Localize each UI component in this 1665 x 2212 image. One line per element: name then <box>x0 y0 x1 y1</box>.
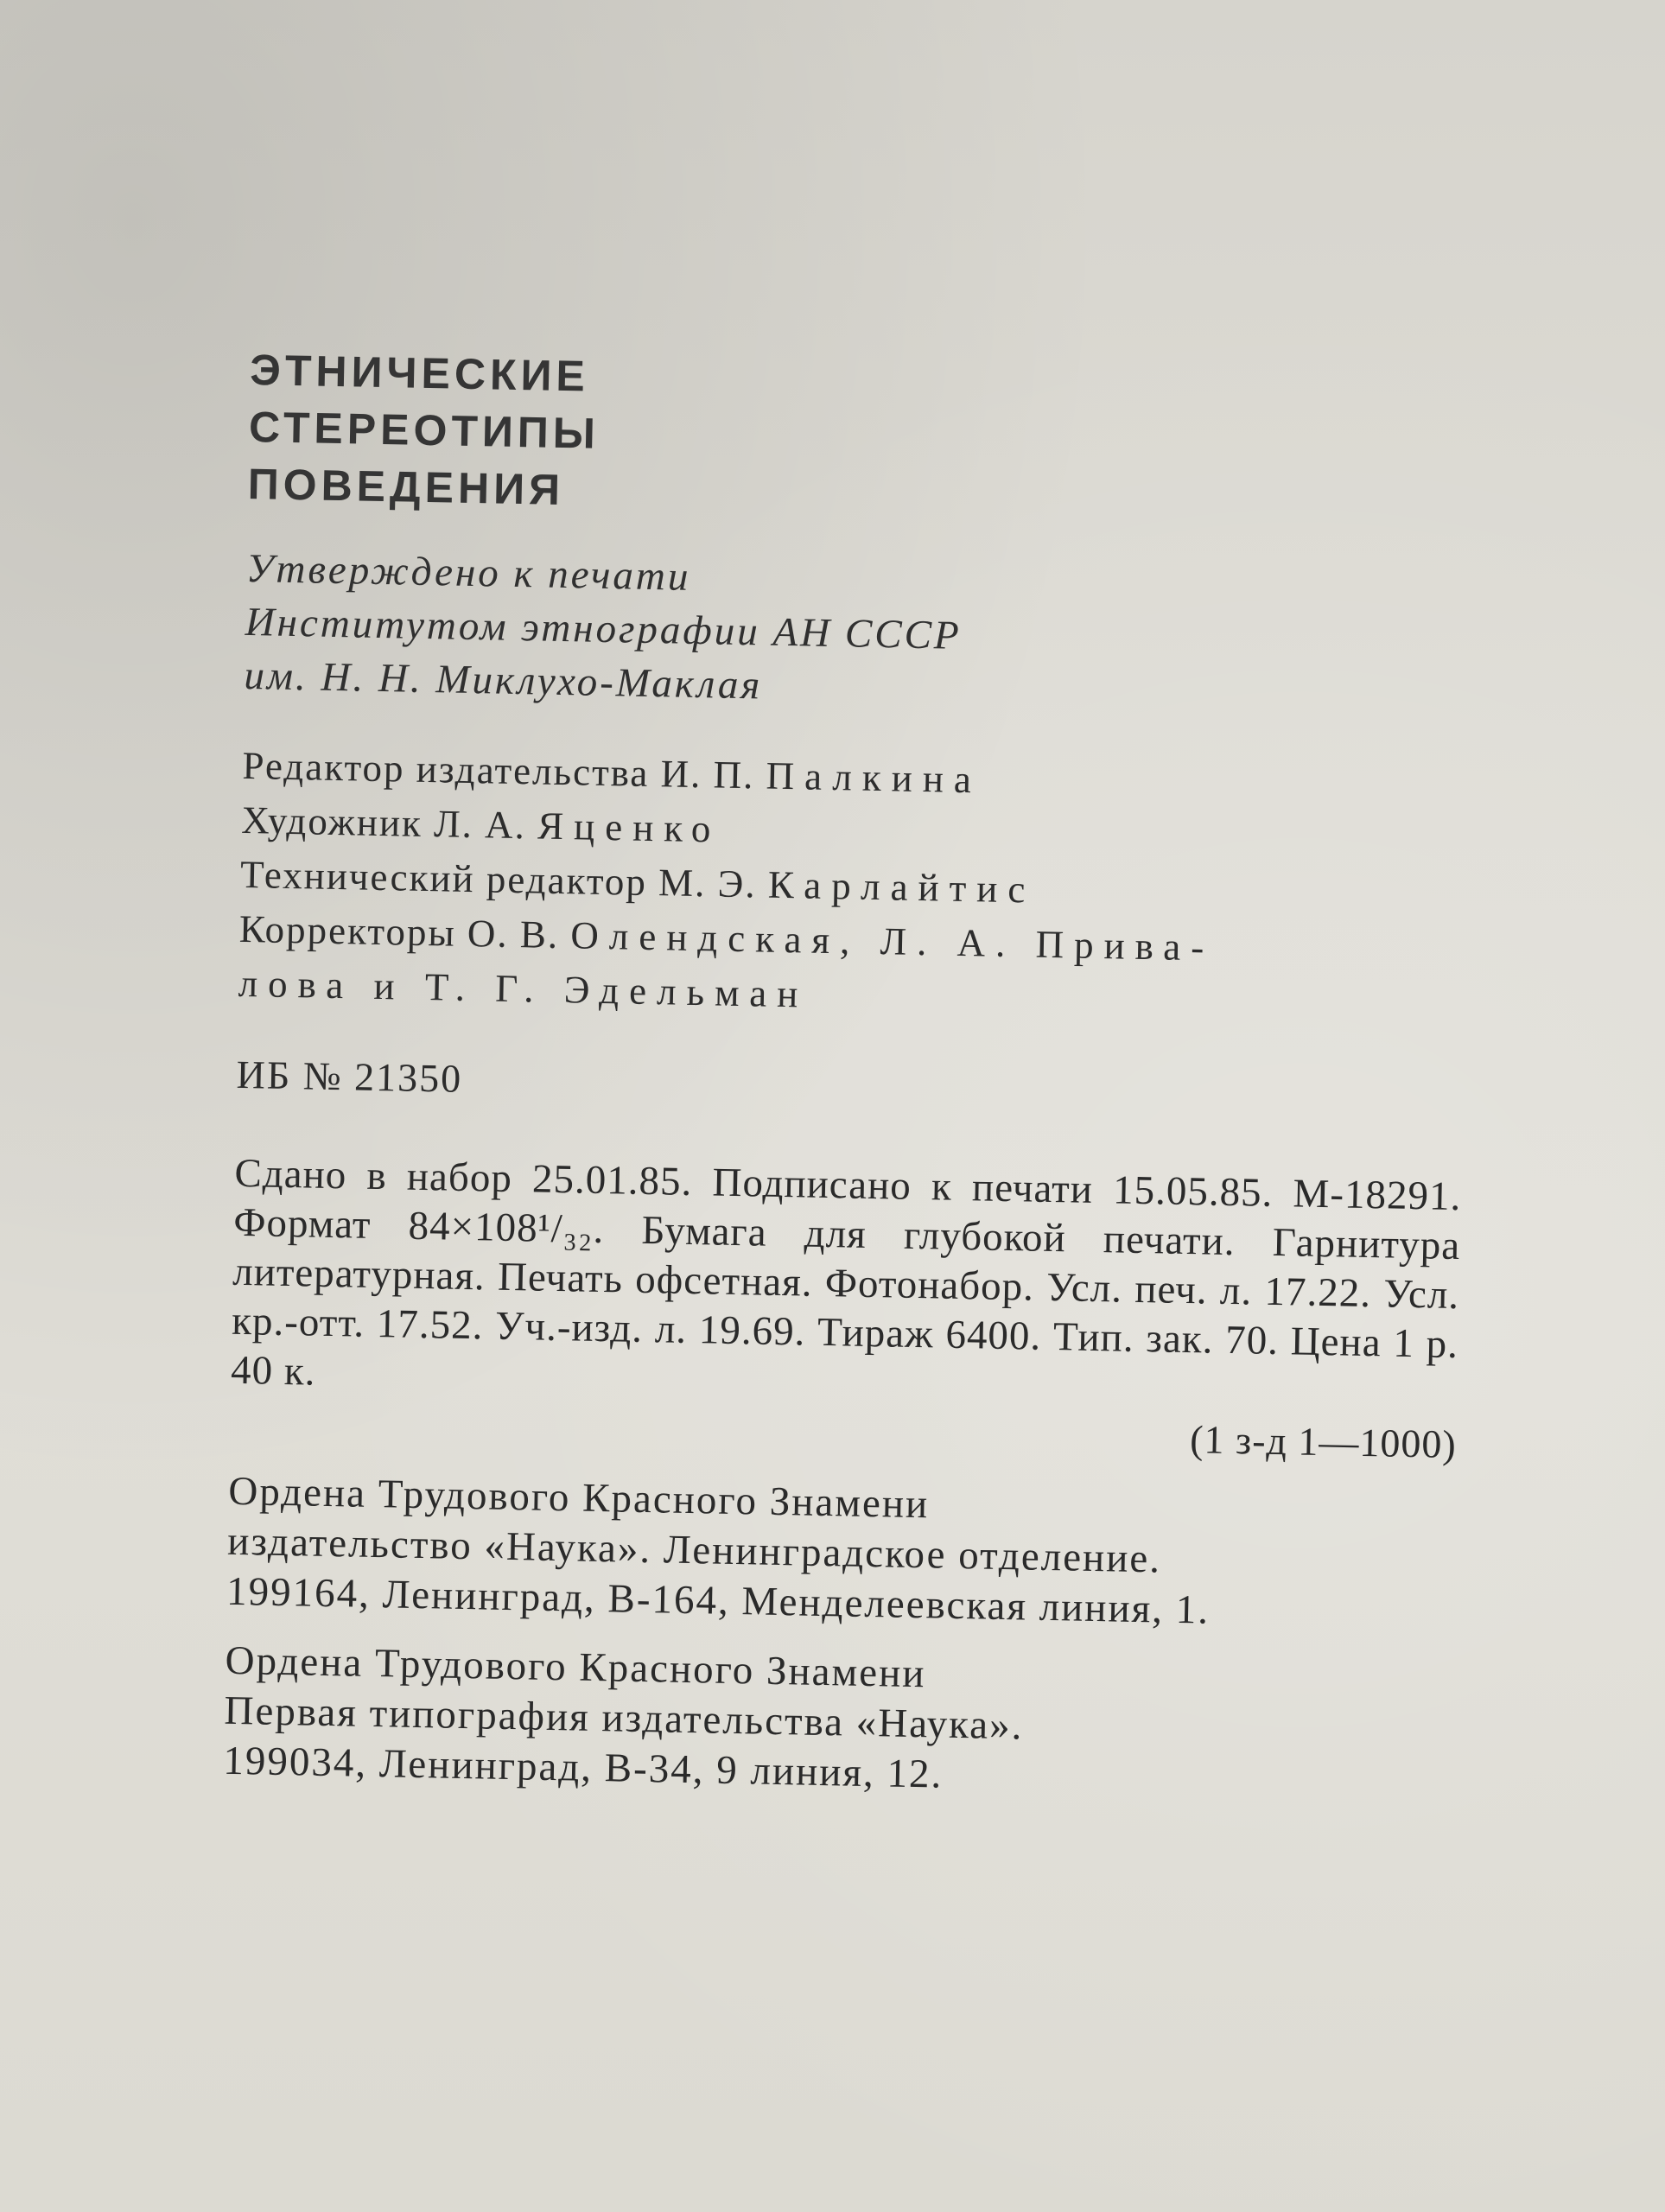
title-line: ПОВЕДЕНИЯ <box>247 459 565 514</box>
publisher-line: Ордена Трудового Красного Знамени <box>227 1468 930 1528</box>
tech-editor-name: Карлайтис <box>767 862 1036 912</box>
colophon-content <box>223 341 1503 1810</box>
printer-info <box>223 1636 1478 1810</box>
staff-credits <box>238 739 1496 1035</box>
ib-number: ИБ № 21350 <box>236 1052 463 1101</box>
correctors-label: Корректоры О. В. <box>238 906 571 957</box>
printer-line: 199034, Ленинград, В-34, 9 линия, 12. <box>222 1738 944 1797</box>
tech-editor-label: Технический редактор М. Э. <box>239 852 769 906</box>
printer-line: Первая типография издательства «Наука». <box>224 1688 1024 1749</box>
correctors-names-continued: лова и Т. Г. Эдельман <box>238 961 809 1016</box>
approval-line: Институтом этнографии АН СССР <box>245 599 963 658</box>
title-line: ЭТНИЧЕСКИЕ <box>249 345 590 401</box>
approval-note <box>244 542 1499 727</box>
printer-line: Ордена Трудового Красного Знамени <box>225 1637 926 1697</box>
publisher-line: 199164, Ленинград, В-164, Менделеевская линия, 1. <box>226 1568 1211 1633</box>
publisher-line: издательство «Наука». Ленинградское отделение. <box>226 1518 1162 1582</box>
book-title <box>247 341 1503 537</box>
artist-label: Художник Л. А. <box>240 798 538 848</box>
artist-name: Яценко <box>537 804 721 851</box>
editor-label: Редактор издательства И. П. <box>242 743 767 798</box>
print-run-note: (1 з-д 1—1000) <box>1189 1417 1458 1467</box>
editor-name: Палкина <box>766 753 982 802</box>
imprint-details: Сдано в набор 25.01.85. Подписано к печати 15.05.85. М-18291. Формат 84×108¹/₃₂. Бумага для глубокой печати. Гарнитура литературная. Печать офсетная. Фотонабор. Усл. печ. л. 17.22. Усл. кр.-отт. 17.52. Уч.-изд. л. 19.69. Тираж 6400. Тип. зак. 70. Цена 1 р. 40 к. <box>230 1150 1462 1395</box>
publisher-info <box>226 1466 1482 1641</box>
approval-line: Утверждено к печати <box>245 545 691 600</box>
title-line: СТЕРЕОТИПЫ <box>248 402 601 458</box>
correctors-names: Олендская, Л. А. Прива- <box>569 913 1215 969</box>
approval-line: им. Н. Н. Миклухо-Маклая <box>244 652 763 709</box>
